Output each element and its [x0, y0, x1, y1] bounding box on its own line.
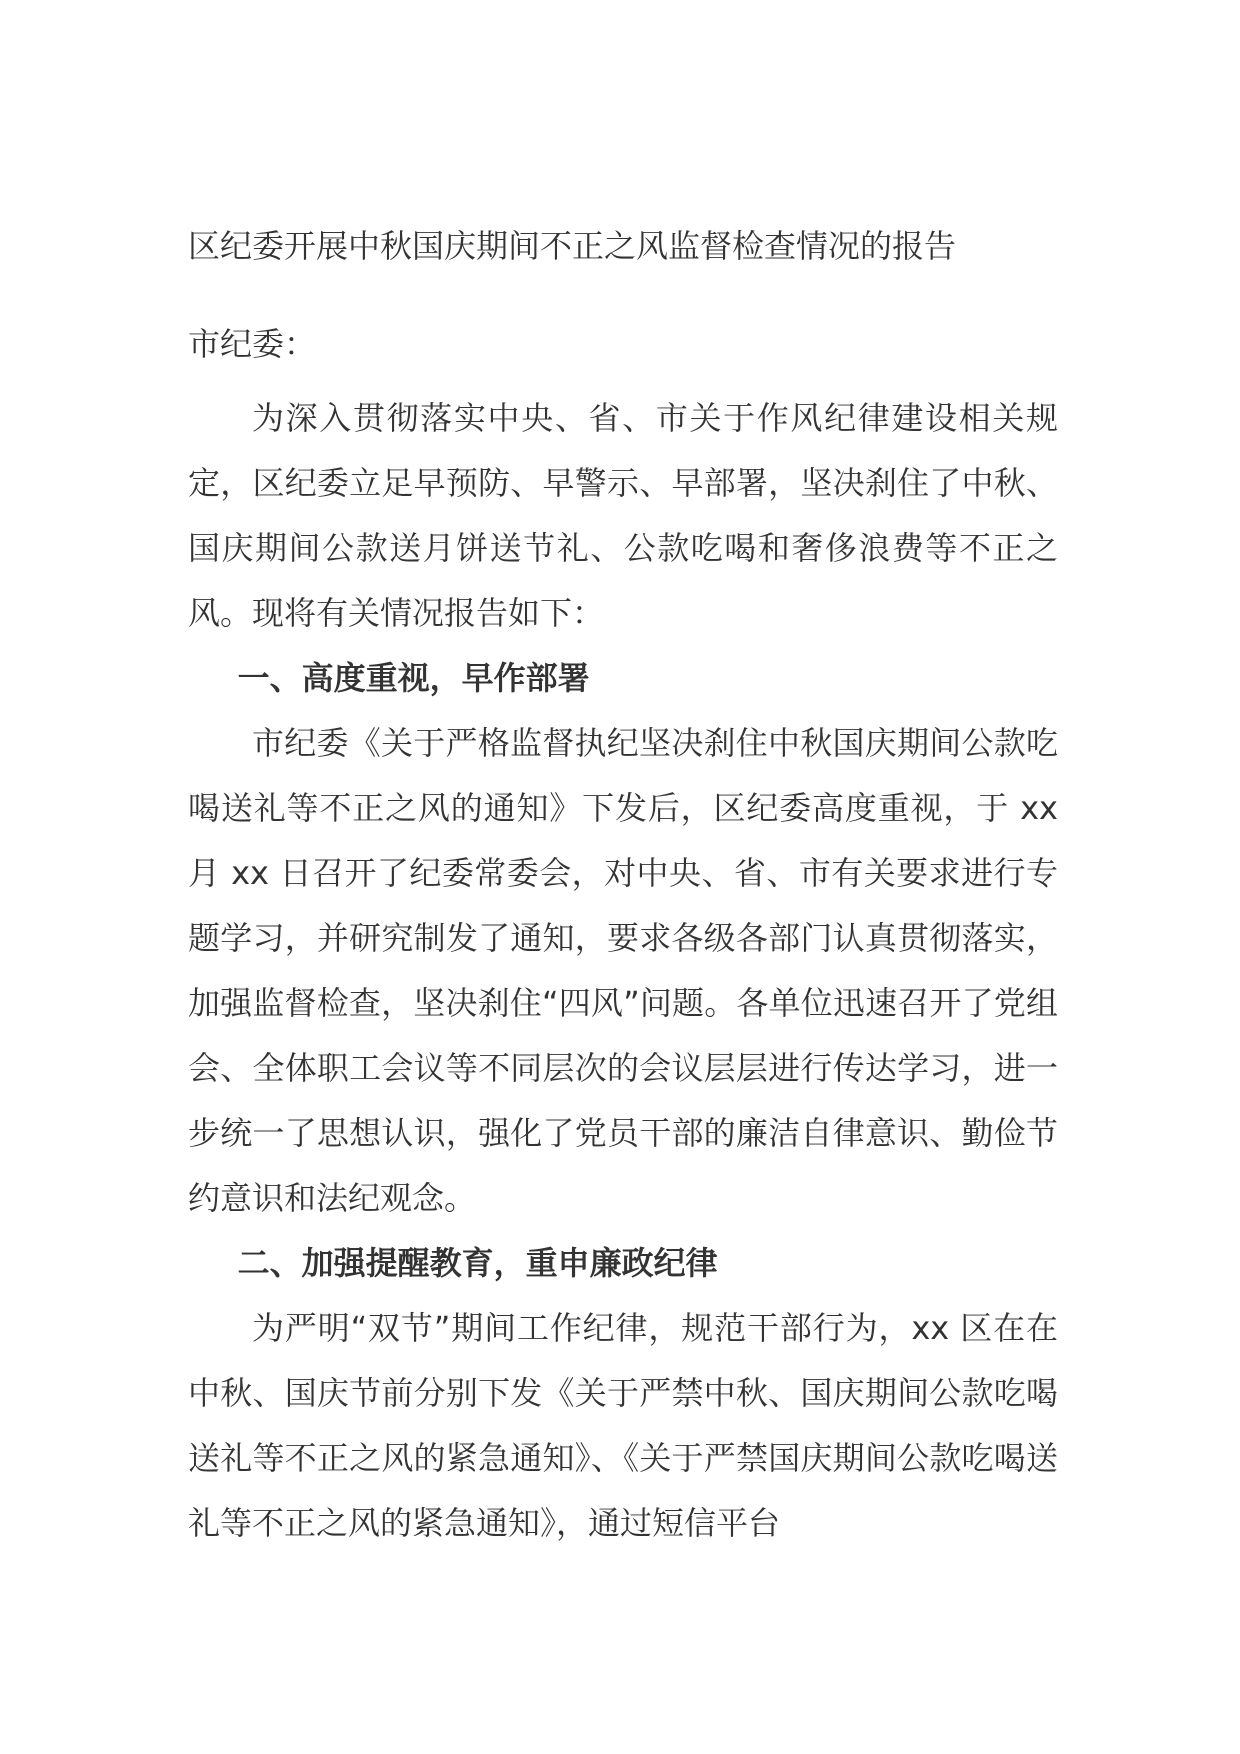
section-1-heading: 一、高度重视，早作部署 — [237, 659, 590, 697]
section-2-heading: 二、加强提醒教育，重申廉政纪律 — [237, 1244, 718, 1282]
intro-paragraph: 为深入贯彻落实中央、省、市关于作风纪律建设相关规定，区纪委立足早预防、早警示、早部署，坚决刹住了中秋、国庆期间公款送月饼送节礼、公款吃喝和奢侈浪费等不正之风。现将有关情况报告如下： — [188, 399, 1058, 632]
document-content — [188, 228, 1058, 1556]
document-title: 区纪委开展中秋国庆期间不正之风监督检查情况的报告 — [188, 227, 957, 265]
section-2-paragraph: 为严明“双节”期间工作纪律，规范干部行为，xx 区在在中秋、国庆节前分别下发《关于严禁中秋、国庆期间公款吃喝送礼等不正之风的紧急通知》、《关于严禁国庆期间公款吃喝送礼等不正之风的紧急通知》，通过短信平台 — [188, 1309, 1058, 1542]
salutation: 市纪委： — [188, 325, 317, 363]
section-1-paragraph: 市纪委《关于严格监督执纪坚决刹住中秋国庆期间公款吃喝送礼等不正之风的通知》下发后，区纪委高度重视，于 xx 月 xx 日召开了纪委常委会，对中央、省、市有关要求进行专题学习，并研究制发了通知，要求各级各部门认真贯彻落实，加强监督检查，坚决刹住“四风”问题。各单位迅速召开了党组会、全体职工会议等不同层次的会议层层进行传达学习，进一步统一了思想认识，强化了党员干部的廉洁自律意识、勤俭节约意识和法纪观念。 — [188, 724, 1058, 1217]
